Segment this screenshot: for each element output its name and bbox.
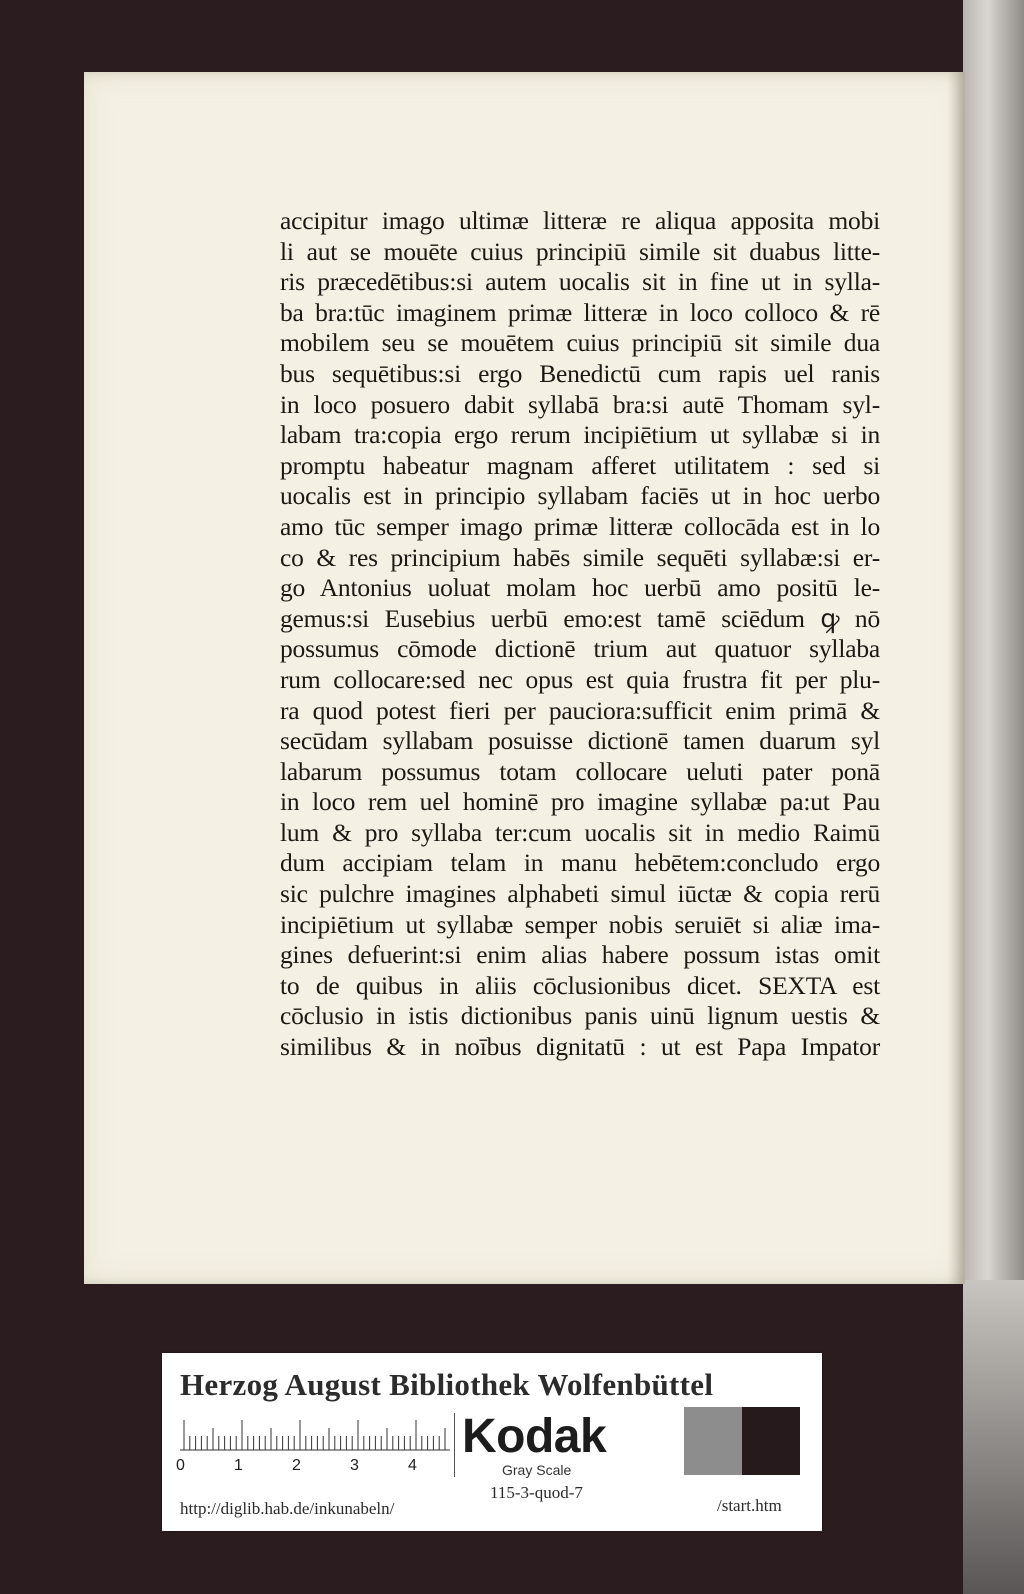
color-target-card bbox=[162, 1353, 822, 1531]
gray-scale-label: Gray Scale bbox=[502, 1462, 572, 1478]
gray-swatch bbox=[684, 1407, 742, 1475]
library-title: Herzog August Bibliothek Wolfenbüttel bbox=[180, 1367, 714, 1402]
text-line: ra quod potest fieri per pauciora:sufficit enim primā & bbox=[280, 695, 880, 725]
text-line: bus sequētibus:si ergo Benedictū cum rapis uel ranis bbox=[280, 358, 880, 388]
page-gutter-shadow bbox=[947, 72, 965, 1284]
target-divider bbox=[454, 1413, 455, 1477]
url-suffix: /start.htm bbox=[717, 1496, 782, 1515]
ruler-scale bbox=[180, 1417, 450, 1451]
text-line: gemus:si Eusebius uerbū emo:est tamē sciēdum ꝙ nō bbox=[280, 603, 880, 633]
ruler-numbers bbox=[176, 1457, 466, 1477]
text-line: li aut se mouēte cuius principiū simile sit duabus litte- bbox=[280, 236, 880, 266]
text-line: gines defuerint:si enim alias habere possum istas omit bbox=[280, 940, 880, 970]
adjacent-page-shadow bbox=[963, 1280, 1024, 1594]
text-line: go Antonius uoluat molam hoc uerbū amo positū le- bbox=[280, 573, 880, 603]
text-line: possumus cōmode dictionē trium aut quatuor syllaba bbox=[280, 634, 880, 664]
url-prefix: http://diglib.hab.de/inkunabeln/ bbox=[180, 1499, 395, 1518]
text-line: uocalis est in principio syllabam faciēs ut in hoc uerbo bbox=[280, 481, 880, 511]
text-line: secūdam syllabam posuisse dictionē tamen duarum syl bbox=[280, 726, 880, 756]
ruler-number: 1 bbox=[234, 1457, 243, 1474]
text-line: in loco rem uel hominē pro imagine syllabæ pa:ut Pau bbox=[280, 787, 880, 817]
text-line: labam tra:copia ergo rerum incipiētium ut syllabæ si in bbox=[280, 420, 880, 450]
text-line: cōclusio in istis dictionibus panis uinū lignum uestis & bbox=[280, 1001, 880, 1031]
text-line: promptu habeatur magnam afferet utilitatem : sed si bbox=[280, 450, 880, 480]
text-line: accipitur imago ultimæ litteræ re aliqua apposita mobi bbox=[280, 206, 880, 235]
text-line: similibus & in noībus dignitatū : ut est Papa Impator bbox=[280, 1032, 880, 1062]
text-line: to de quibus in aliis cōclusionibus dicet. SEXTA est bbox=[280, 970, 880, 1000]
printed-text-block bbox=[280, 206, 880, 1063]
text-line: mobilem seu se mouētem cuius principiū sit simile dua bbox=[280, 328, 880, 358]
text-line: dum accipiam telam in manu hebētem:concludo ergo bbox=[280, 848, 880, 878]
text-line: rum collocare:sed nec opus est quia frustra fit per plu- bbox=[280, 664, 880, 694]
dark-swatch bbox=[742, 1407, 800, 1475]
text-line: labarum possumus totam collocare ueluti pater ponā bbox=[280, 756, 880, 786]
text-line: ba bra:tūc imaginem primæ litteræ in loco colloco & rē bbox=[280, 297, 880, 327]
text-line: ris præcedētibus:si autem uocalis sit in fine ut in sylla- bbox=[280, 267, 880, 297]
shelfmark-code: 115-3-quod-7 bbox=[490, 1483, 583, 1502]
ruler-number: 4 bbox=[408, 1457, 417, 1474]
text-line: lum & pro syllaba ter:cum uocalis sit in medio Raimū bbox=[280, 817, 880, 847]
text-line: in loco posuero dabit syllabā bra:si autē Thomam syl- bbox=[280, 389, 880, 419]
manuscript-page bbox=[84, 72, 965, 1284]
text-line: sic pulchre imagines alphabeti simul iūctæ & copia rerū bbox=[280, 879, 880, 909]
text-line: amo tūc semper imago primæ litteræ collocāda est in lo bbox=[280, 511, 880, 541]
ruler-number: 3 bbox=[350, 1457, 359, 1474]
ruler-number: 0 bbox=[176, 1457, 185, 1474]
ruler-number: 2 bbox=[292, 1457, 301, 1474]
kodak-logo: Kodak bbox=[462, 1410, 607, 1463]
text-line: co & res principium habēs simile sequēti syllabæ:si er- bbox=[280, 542, 880, 572]
text-line: incipiētium ut syllabæ semper nobis seruiēt si aliæ ima- bbox=[280, 909, 880, 939]
